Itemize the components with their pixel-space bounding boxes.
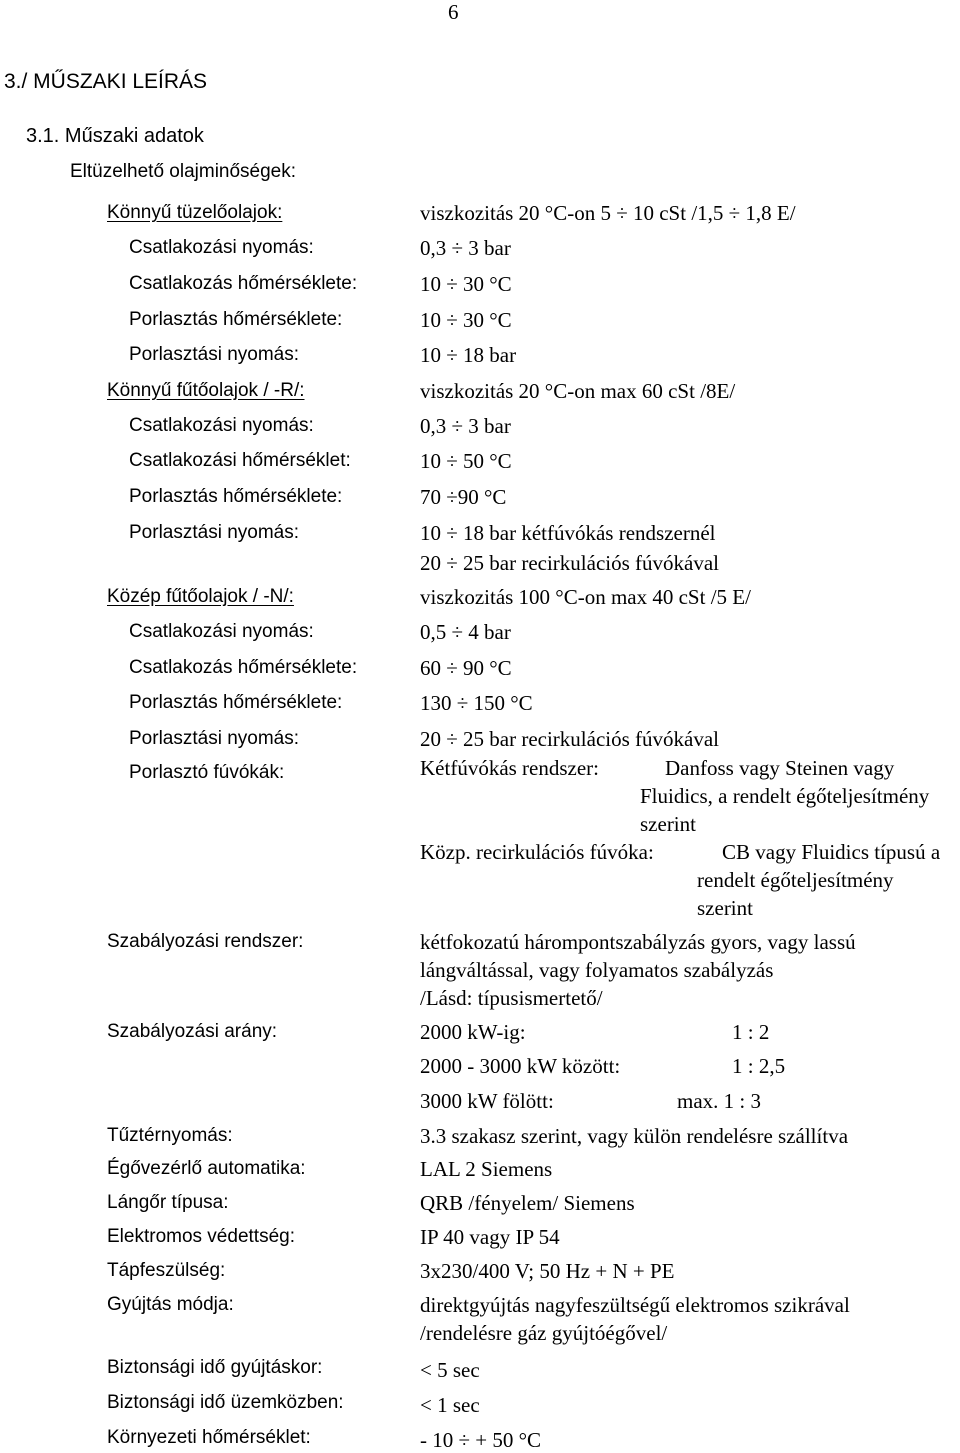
ratio-value: max. 1 : 3 — [677, 1089, 761, 1113]
spec-label: Porlasztás hőmérséklete: — [129, 486, 343, 507]
spec-value: LAL 2 Siemens — [420, 1157, 553, 1181]
recirc-nozzle-line: rendelt égőteljesítmény — [697, 868, 894, 892]
spec-value: /rendelésre gáz gyújtóégővel/ — [420, 1321, 668, 1345]
spec-label: Égővezérlő automatika: — [107, 1158, 306, 1179]
spec-value: 70 ÷90 °C — [420, 485, 507, 509]
ratio-value: 1 : 2 — [732, 1020, 770, 1044]
twin-nozzle-prefix: Kétfúvókás rendszer: — [420, 756, 600, 780]
spec-value: direktgyújtás nagyfeszültségű elektromos szikrával — [420, 1293, 850, 1317]
spec-value: - 10 ÷ + 50 °C — [420, 1428, 542, 1452]
light-heating-viscosity: viszkozitás 20 °C-on max 60 cSt /8E/ — [420, 379, 736, 403]
control-system-label: Szabályozási rendszer: — [107, 931, 304, 952]
recirc-nozzle-line: szerint — [697, 896, 753, 920]
light-fuel-viscosity: viszkozitás 20 °C-on 5 ÷ 10 cSt /1,5 ÷ 1,8 E/ — [420, 201, 796, 225]
nozzles-label: Porlasztó fúvókák: — [129, 762, 285, 783]
spec-value: 10 ÷ 30 °C — [420, 272, 512, 296]
spec-label: Csatlakozási nyomás: — [129, 415, 314, 436]
spec-label: Biztonsági idő gyújtáskor: — [107, 1357, 323, 1378]
spec-label: Porlasztás hőmérséklete: — [129, 692, 343, 713]
control-ratio-label: Szabályozási arány: — [107, 1021, 278, 1042]
control-system-line: kétfokozatú hárompontszabályzás gyors, vagy lassú — [420, 930, 856, 954]
spec-label: Tápfeszülség: — [107, 1260, 226, 1281]
spec-label: Lángőr típusa: — [107, 1192, 229, 1213]
spec-label: Csatlakozás hőmérséklete: — [129, 273, 358, 294]
spec-value: < 5 sec — [420, 1358, 480, 1382]
spec-value: 0,3 ÷ 3 bar — [420, 236, 511, 260]
twin-nozzle-line: Danfoss vagy Steinen vagy — [665, 756, 895, 780]
spec-label: Porlasztási nyomás: — [129, 344, 300, 365]
spec-value: 10 ÷ 30 °C — [420, 308, 512, 332]
light-heating-heading: Könnyű fűtőolajok / -R/: — [107, 380, 305, 401]
spec-label: Porlasztási nyomás: — [129, 522, 300, 543]
spec-label: Tűztérnyomás: — [107, 1125, 233, 1146]
spec-label: Csatlakozási hőmérséklet: — [129, 450, 351, 471]
spec-value: 10 ÷ 50 °C — [420, 449, 512, 473]
spec-value: QRB /fényelem/ Siemens — [420, 1191, 635, 1215]
spec-value: 3x230/400 V; 50 Hz + N + PE — [420, 1259, 675, 1283]
ratio-range: 3000 kW fölött: — [420, 1089, 554, 1113]
twin-nozzle-line: Fluidics, a rendelt égőteljesítmény — [640, 784, 930, 808]
spec-label: Porlasztás hőmérséklete: — [129, 309, 343, 330]
ratio-value: 1 : 2,5 — [732, 1054, 786, 1078]
recirc-nozzle-line: CB vagy Fluidics típusú a — [722, 840, 941, 864]
spec-value: 60 ÷ 90 °C — [420, 656, 512, 680]
spec-value: 0,3 ÷ 3 bar — [420, 414, 511, 438]
light-fuel-heading: Könnyű tüzelőolajok: — [107, 202, 283, 223]
spec-value: 20 ÷ 25 bar recirkulációs fúvókával — [420, 727, 720, 751]
spec-label: Gyújtás módja: — [107, 1294, 234, 1315]
spec-value: 20 ÷ 25 bar recirkulációs fúvókával — [420, 551, 720, 575]
ratio-range: 2000 kW-ig: — [420, 1020, 526, 1044]
spec-label: Csatlakozás hőmérséklete: — [129, 657, 358, 678]
spec-label: Elektromos védettség: — [107, 1226, 295, 1247]
recirc-nozzle-prefix: Közp. recirkulációs fúvóka: — [420, 840, 654, 864]
spec-label: Porlasztási nyomás: — [129, 728, 300, 749]
control-system-line: lángváltással, vagy folyamatos szabályzás — [420, 958, 774, 982]
spec-value: 10 ÷ 18 bar kétfúvókás rendszernél — [420, 521, 716, 545]
medium-heating-viscosity: viszkozitás 100 °C-on max 40 cSt /5 E/ — [420, 585, 751, 609]
medium-heating-heading: Közép fűtőolajok / -N/: — [107, 586, 294, 607]
spec-value: 0,5 ÷ 4 bar — [420, 620, 511, 644]
spec-value: IP 40 vagy IP 54 — [420, 1225, 560, 1249]
spec-value: 3.3 szakasz szerint, vagy külön rendelésre szállítva — [420, 1124, 849, 1148]
spec-label: Csatlakozási nyomás: — [129, 237, 314, 258]
ratio-range: 2000 - 3000 kW között: — [420, 1054, 621, 1078]
chapter-title: 3./ MŰSZAKI LEÍRÁS — [4, 70, 208, 93]
spec-label: Környezeti hőmérséklet: — [107, 1427, 311, 1448]
section-title: 3.1. Műszaki adatok — [26, 125, 204, 147]
spec-label: Csatlakozási nyomás: — [129, 621, 314, 642]
page-number: 6 — [448, 0, 459, 24]
twin-nozzle-line: szerint — [640, 812, 696, 836]
spec-label: Biztonsági idő üzemközben: — [107, 1392, 344, 1413]
spec-value: 130 ÷ 150 °C — [420, 691, 533, 715]
spec-value: 10 ÷ 18 bar — [420, 343, 517, 367]
spec-value: < 1 sec — [420, 1393, 480, 1417]
intro-text: Eltüzelhető olajminőségek: — [70, 161, 297, 182]
control-system-line: /Lásd: típusismertető/ — [420, 986, 603, 1010]
